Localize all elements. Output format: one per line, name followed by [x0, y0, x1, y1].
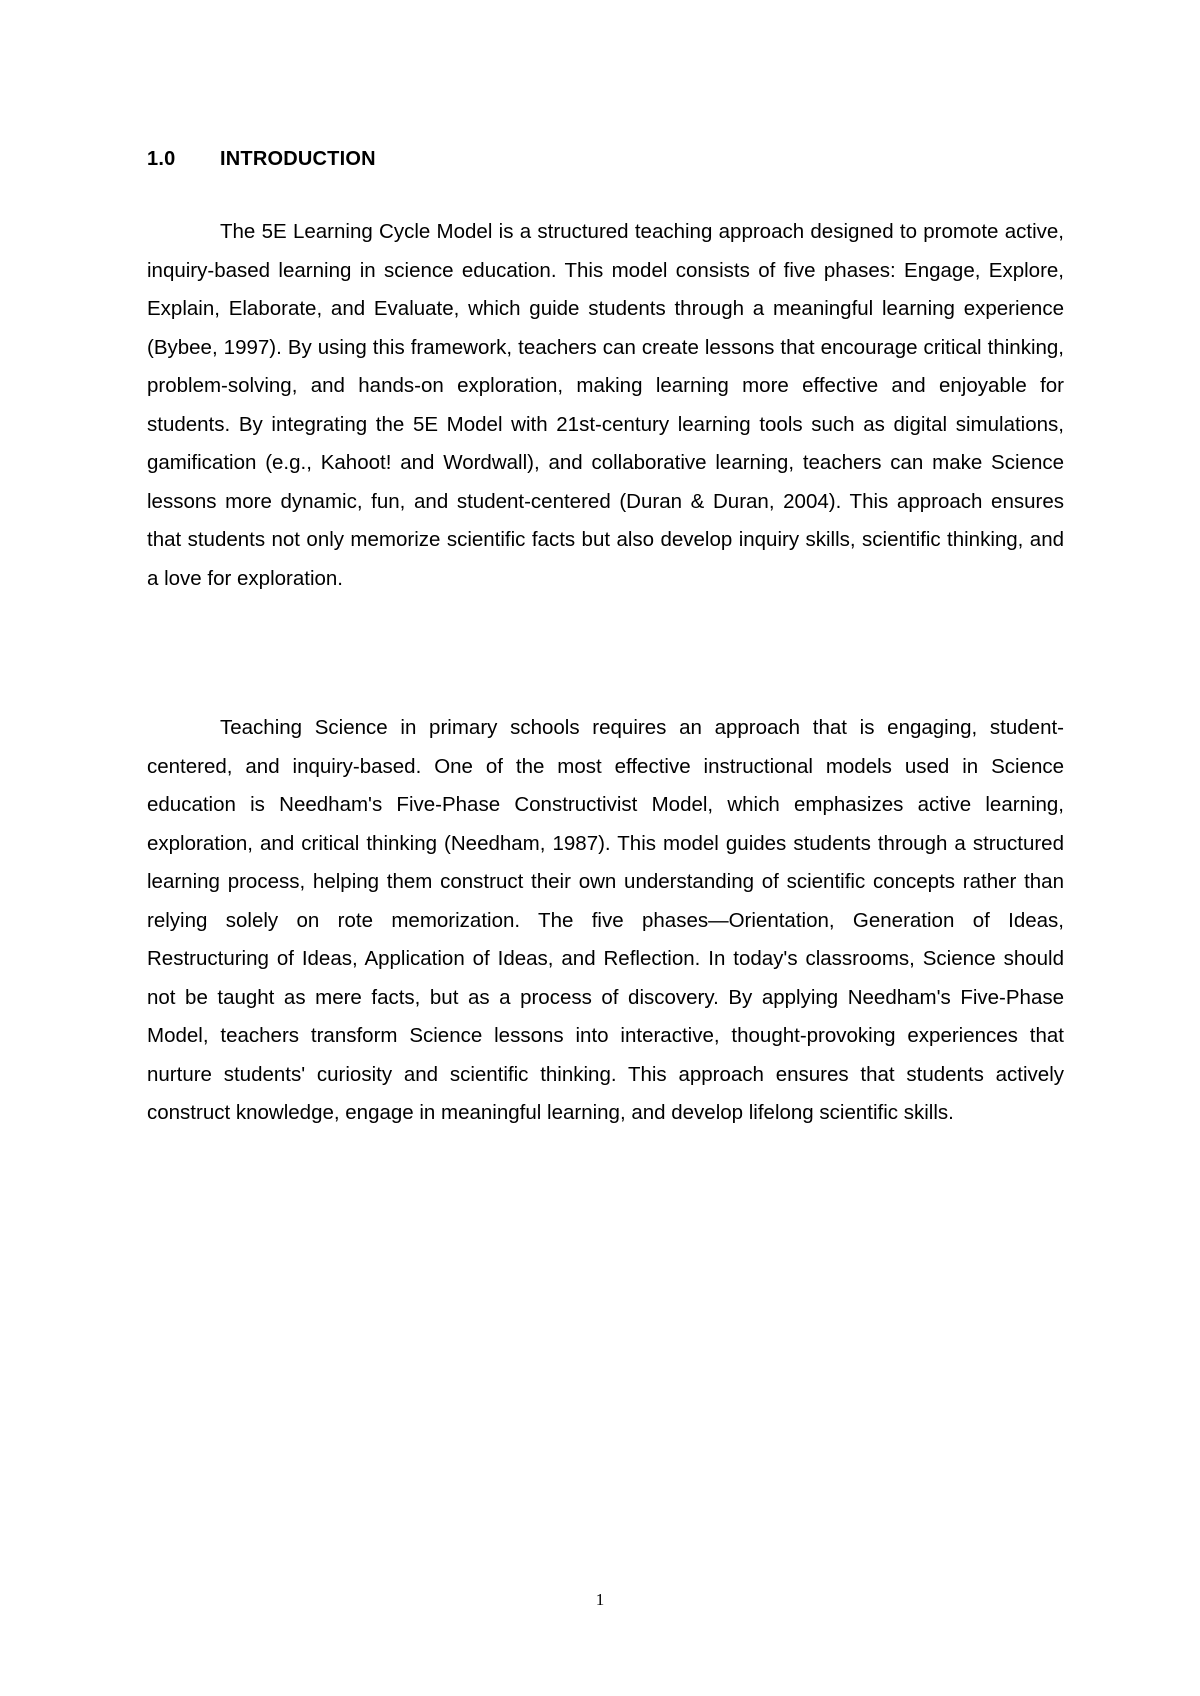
paragraph-needham-model: Teaching Science in primary schools requires an approach that is engaging, student-centered, and inquiry-based. One of the most effective instructional models used in Science education is Needham's Five-Phase Constructivist Model, which emphasizes active learning, exploration, and critical thinking (Needham, 1987). This model guides students through a structured learning process, helping them construct their own understanding of scientific concepts rather than relying solely on rote memorization. The five phases—Orientation, Generation of Ideas, Restructuring of Ideas, Application of Ideas, and Reflection. In today's classrooms, Science should not be taught as mere facts, but as a process of discovery. By applying Needham's Five-Phase Model, teachers transform Science lessons into interactive, thought-provoking experiences that nurture students' curiosity and scientific thinking. This approach ensures that students actively construct knowledge, engage in meaningful learning, and develop lifelong scientific skills. — [147, 716, 1064, 1124]
page-number: 1 — [595, 1590, 605, 1609]
section-heading — [147, 148, 376, 171]
section-title: INTRODUCTION — [220, 148, 376, 170]
section-number: 1.0 — [147, 148, 176, 170]
paragraph-5e-model: The 5E Learning Cycle Model is a structured teaching approach designed to promote active, inquiry-based learning in science education. This model consists of five phases: Engage, Explore, Explain, Elaborate, and Evaluate, which guide students through a meaningful learning experience (Bybee, 1997). By using this framework, teachers can create lessons that encourage critical thinking, problem-solving, and hands-on exploration, making learning more effective and enjoyable for students. By integrating the 5E Model with 21st-century learning tools such as digital simulations, gamification (e.g., Kahoot! and Wordwall), and collaborative learning, teachers can make Science lessons more dynamic, fun, and student-centered (Duran & Duran, 2004). This approach ensures that students not only memorize scientific facts but also develop inquiry skills, scientific thinking, and a love for exploration. — [147, 220, 1064, 590]
